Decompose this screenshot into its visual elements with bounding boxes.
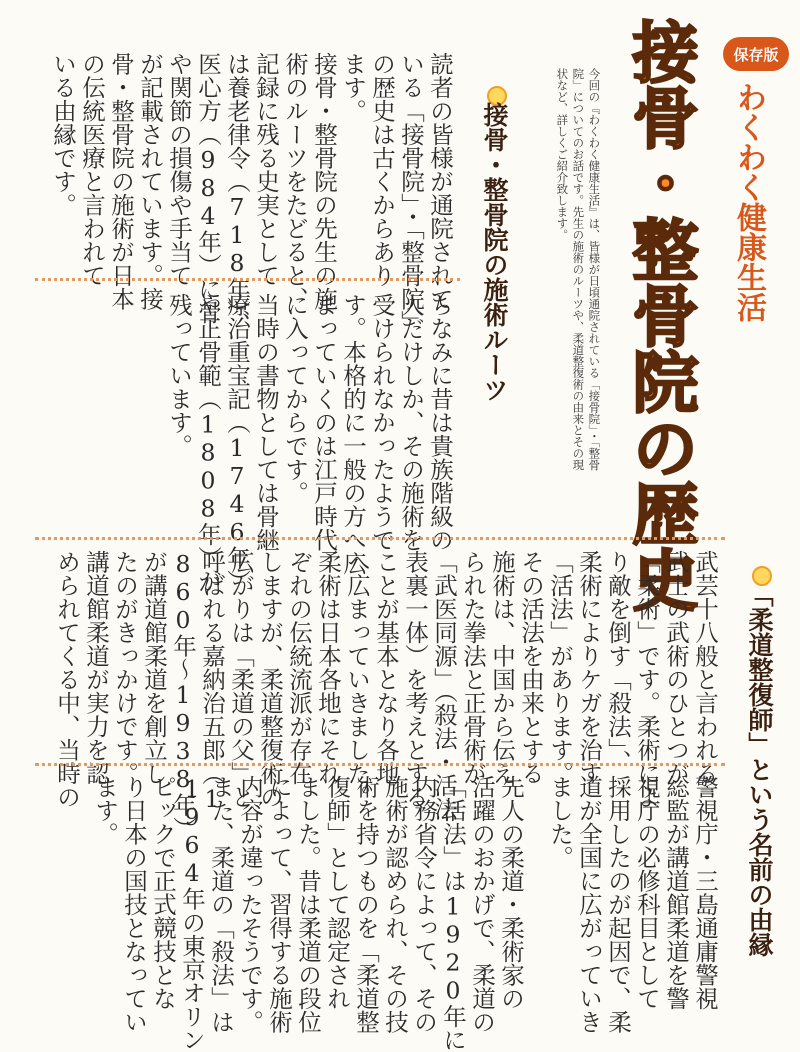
body-column: 人だけしか、その施術を	[396, 293, 425, 552]
body-column: まっていくのは江戸時代	[309, 293, 338, 552]
body-column: また、柔道の「殺法」は	[206, 775, 235, 1034]
body-column: 施術が認められ、その技	[380, 775, 409, 1034]
body-column: 警視庁・三島通庸警視	[690, 775, 719, 1010]
body-column: 視庁の必修科目として	[632, 775, 661, 1010]
body-column: 医心方（984年）に骨	[193, 52, 222, 324]
body-column: 表裏一体）を考えとする	[400, 550, 429, 809]
intro-line: 今回の『わくわく健康生活』は、皆様が日頃通院されている「接骨院」・「整骨	[587, 68, 602, 471]
body-column: 柔術は日本各地にそれ	[313, 550, 342, 785]
body-column: ます。	[338, 52, 367, 123]
body-column: り敵を倒す「殺法」、	[603, 550, 632, 774]
body-column: 道が全国に広がっていき	[574, 775, 603, 1034]
body-column: 「活法」があります。	[545, 550, 574, 785]
body-column: や正骨範（1808年）が	[193, 293, 222, 593]
archive-edition-badge: 保存版	[723, 37, 789, 71]
body-column: 復師」として認定され	[322, 775, 351, 1010]
body-column: 内容が違ったそうです。	[235, 775, 264, 1034]
section-divider	[35, 763, 725, 766]
body-column: 術のルーツをたどると、	[280, 52, 309, 311]
section-divider	[35, 278, 460, 281]
body-column: ぞれの伝統流派が存在	[284, 550, 313, 785]
body-column: 860年〜1938年）	[168, 550, 197, 840]
body-column: 1964年の東京オリン	[177, 775, 206, 1052]
body-column: られた拳法と正骨術が	[458, 550, 487, 785]
body-column: その活法を由来とする	[516, 550, 545, 785]
body-column: 総監が講道館柔道を警	[661, 775, 690, 1010]
intro-line: 院」についてのお話です。先生の施術のルーツや、柔道整復術の由来とその現	[571, 68, 586, 471]
body-column: 講道館柔道が実力を認	[81, 550, 110, 785]
page-title: 接骨・整骨院の歴史	[621, 18, 698, 612]
body-column: は養老律令（718年）、	[222, 52, 251, 336]
body-column: す。本格的に一般の方へ広	[338, 293, 367, 575]
body-column: 武芸十八般と言われる	[690, 550, 719, 785]
body-column: ちなみに昔は貴族階級の	[425, 293, 454, 552]
body-column: の歴史は古くからあり	[367, 52, 396, 287]
body-column: が講道館柔道を創立し	[139, 550, 168, 785]
body-column: 先人の柔道・柔術家の	[496, 775, 525, 1010]
body-column: められてくる中、当時の	[52, 550, 81, 809]
intro-line: 状など、詳しくご紹介致します。	[555, 68, 570, 241]
body-column: り日本の国技となってい	[119, 775, 148, 1034]
section-divider	[35, 537, 725, 540]
body-column: 柔術によりケガを治す	[574, 550, 603, 785]
body-column: に入ってからです。	[280, 293, 309, 505]
body-column: 広がりは「柔道の父」と	[226, 550, 255, 809]
body-column: ピックで正式競技とな	[148, 775, 177, 1010]
body-column: ました。昔は柔道の段位	[293, 775, 322, 1034]
body-column: 内務省令によって、その	[409, 775, 438, 1034]
body-column: いる「接骨院」・「整骨院」	[396, 52, 425, 334]
body-column: へ広まっていきました。	[342, 550, 371, 809]
body-column: 当時の書物としては骨継	[251, 293, 280, 552]
body-column: 武士の武術のひとつが	[661, 550, 690, 785]
body-column: いる由縁です。	[48, 52, 77, 217]
body-column: 読者の皆様が通院されて	[425, 52, 454, 311]
body-column: が記載されています。接	[135, 52, 164, 311]
body-column: や関節の損傷や手当て	[164, 52, 193, 287]
body-column: 受けられなかったようで	[367, 293, 396, 552]
body-column: 呼ばれる嘉納治五郎（1	[197, 550, 226, 813]
body-column: たのがきっかけです。	[110, 550, 139, 785]
body-column: 接骨・整骨院の先生の施	[309, 52, 338, 311]
series-title: わくわく健康生活	[731, 82, 766, 322]
body-column: によって、習得する施術	[264, 775, 293, 1034]
section-heading-name-origin: 「柔道整復師」という名前の由縁	[745, 582, 774, 957]
body-column: 採用したのが起因で、柔	[603, 775, 632, 1034]
body-column: 記録に残る史実として	[251, 52, 280, 287]
body-column: ます。	[90, 775, 119, 846]
body-column: 施術は、中国から伝え	[487, 550, 516, 785]
body-column: ことが基本となり各地	[371, 550, 400, 785]
body-column: 術を持つものを「柔道整	[351, 775, 380, 1034]
body-column: 「武医同源」（殺法・活法	[429, 550, 458, 821]
section-heading-roots: 接骨・整骨院の施術ルーツ	[480, 102, 509, 402]
body-column: 残っています。	[164, 293, 193, 458]
body-column: しますが、柔道整復術の	[255, 550, 284, 809]
body-column: 「活法」は1920年に	[438, 775, 467, 1052]
body-column: ました。	[545, 775, 574, 869]
body-column: 「柔術」です。柔術によ	[632, 550, 661, 809]
body-column: 活躍のおかげで、柔道の	[467, 775, 496, 1034]
body-column: 骨・整骨院の施術が日本	[106, 52, 135, 311]
body-column: 療治重宝記（1746年）	[222, 293, 251, 593]
body-column: の伝統医療と言われて	[77, 52, 106, 287]
